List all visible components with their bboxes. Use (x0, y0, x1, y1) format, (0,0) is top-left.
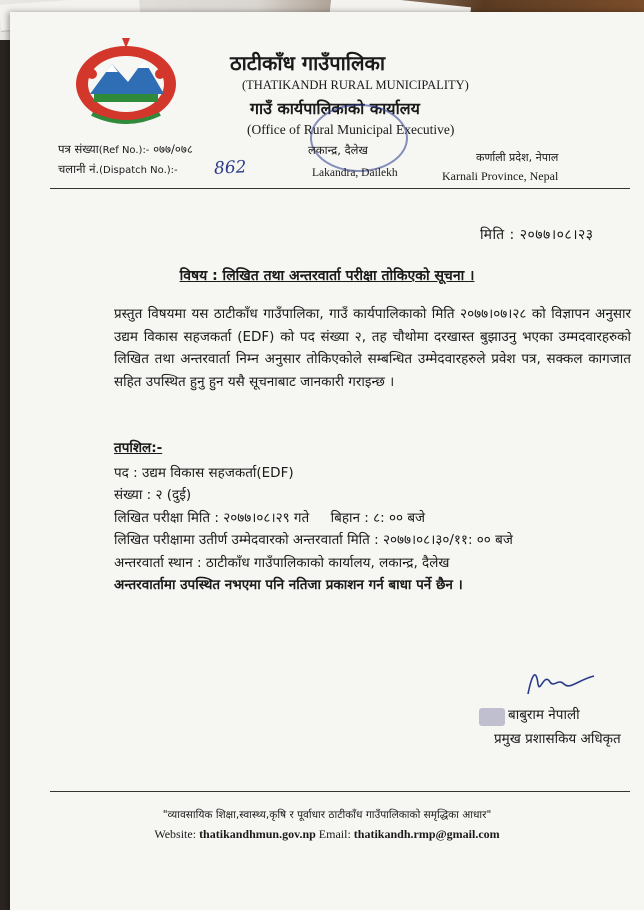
ref-number (58, 142, 193, 157)
dispatch-label-en: (Dispatch No.):- (99, 165, 178, 176)
details-count: संख्या : २ (दुई) (114, 487, 192, 503)
details-written-exam: लिखित परीक्षा मिति : २०७७।०८।२९ गते बिहान : ८: ०० बजे (114, 509, 426, 526)
ref-value: ०७७/०७८ (153, 142, 193, 156)
details-warning: अन्तरवार्तामा उपस्थित नभएमा पनि नतिजा प्रकाशन गर्न बाधा पर्ने छैन । (114, 577, 463, 593)
notice-body: प्रस्तुत विषयमा यस ठाटीकाँध गाउँपालिका, गाउँ कार्यपालिकाको मिति २०७७।०७।२८ को विज्ञापन अनुसार उद्यम विकास सहजकर्ता (EDF) को पद संख्या २, तह चौथोमा दरखास्त बुझाउनु भएका उम्मदवारहरुको लिखित तथा अन्तरवार्ता निम्न अनुसार तोकिएकोले सम्बन्धित उम्मेदवारहरुले प्रवेश पत्र, सक्कल कागजात सहित उपस्थित हुनु हुन यसै सूचनाबाट जानकारी गराइन्छ । (114, 306, 631, 390)
notice-sheet (10, 12, 644, 910)
municipality-name-np: ठाटीकाँध गाउँपालिका (230, 51, 386, 75)
office-name-en: (Office of Rural Municipal Executive) (247, 122, 455, 137)
details-section (114, 437, 513, 597)
location-en: Lakandra, Dailekh (312, 167, 398, 179)
header-divider (50, 188, 630, 189)
footer-slogan: "व्यावसायिक शिक्षा,स्वास्थ्य,कृषि र पूर्वाधार ठाटीकाँध गाउँपालिकाको समृद्धिका आधार" (162, 809, 492, 821)
location-np: लकान्द्र, दैलेख (308, 143, 368, 157)
municipality-emblem-icon (72, 34, 180, 126)
email-link[interactable]: thatikandh.rmp@gmail.com (353, 827, 500, 841)
signature-icon (522, 664, 602, 700)
ref-label-np: पत्र संख्या (58, 142, 99, 156)
dispatch-number (58, 162, 178, 177)
footer-divider (50, 791, 630, 792)
ref-label-en: (Ref No.):- (98, 145, 150, 156)
details-heading: तपशिल:- (114, 440, 163, 456)
dispatch-handwritten-value: 862 (213, 157, 247, 179)
details-post: पद : उद्यम विकास सहजकर्ता(EDF) (114, 464, 294, 481)
signature-stamp-icon (479, 708, 505, 726)
signatory-title: प्रमुख प्रशासकिय अधिकृत (494, 731, 621, 747)
notice-subject: विषय : लिखित तथा अन्तरवार्ता परीक्षा तोकिएको सूचना । (179, 268, 475, 284)
details-interview: लिखित परीक्षामा उतीर्ण उम्मेदवारको अन्तरवार्ता मिति : २०७७।०८।३०/११: ०० बजे (114, 532, 513, 548)
dispatch-label-np: चलानी नं. (58, 162, 100, 176)
website-label: Website: (154, 827, 200, 841)
office-stamp-icon (310, 104, 408, 172)
website-link[interactable]: thatikandhmun.gov.np (199, 827, 316, 841)
municipality-name-en: (THATIKANDH RURAL MUNICIPALITY) (242, 78, 469, 92)
province-en: Karnali Province, Nepal (442, 169, 559, 183)
notice-date: मिति : २०७७।०८।२३ (480, 227, 594, 243)
province-np: कर्णाली प्रदेश, नेपाल (476, 151, 559, 164)
signatory-name: बाबुराम नेपाली (508, 707, 580, 723)
details-venue: अन्तरवार्ता स्थान : ठाटीकाँध गाउँपालिकाको कार्यालय, लकान्द्र, दैलेख (114, 554, 450, 571)
footer-contact (10, 827, 644, 842)
email-label: Email: (315, 827, 354, 841)
office-name-np: गाउँ कार्यपालिकाको कार्यालय (250, 99, 420, 118)
